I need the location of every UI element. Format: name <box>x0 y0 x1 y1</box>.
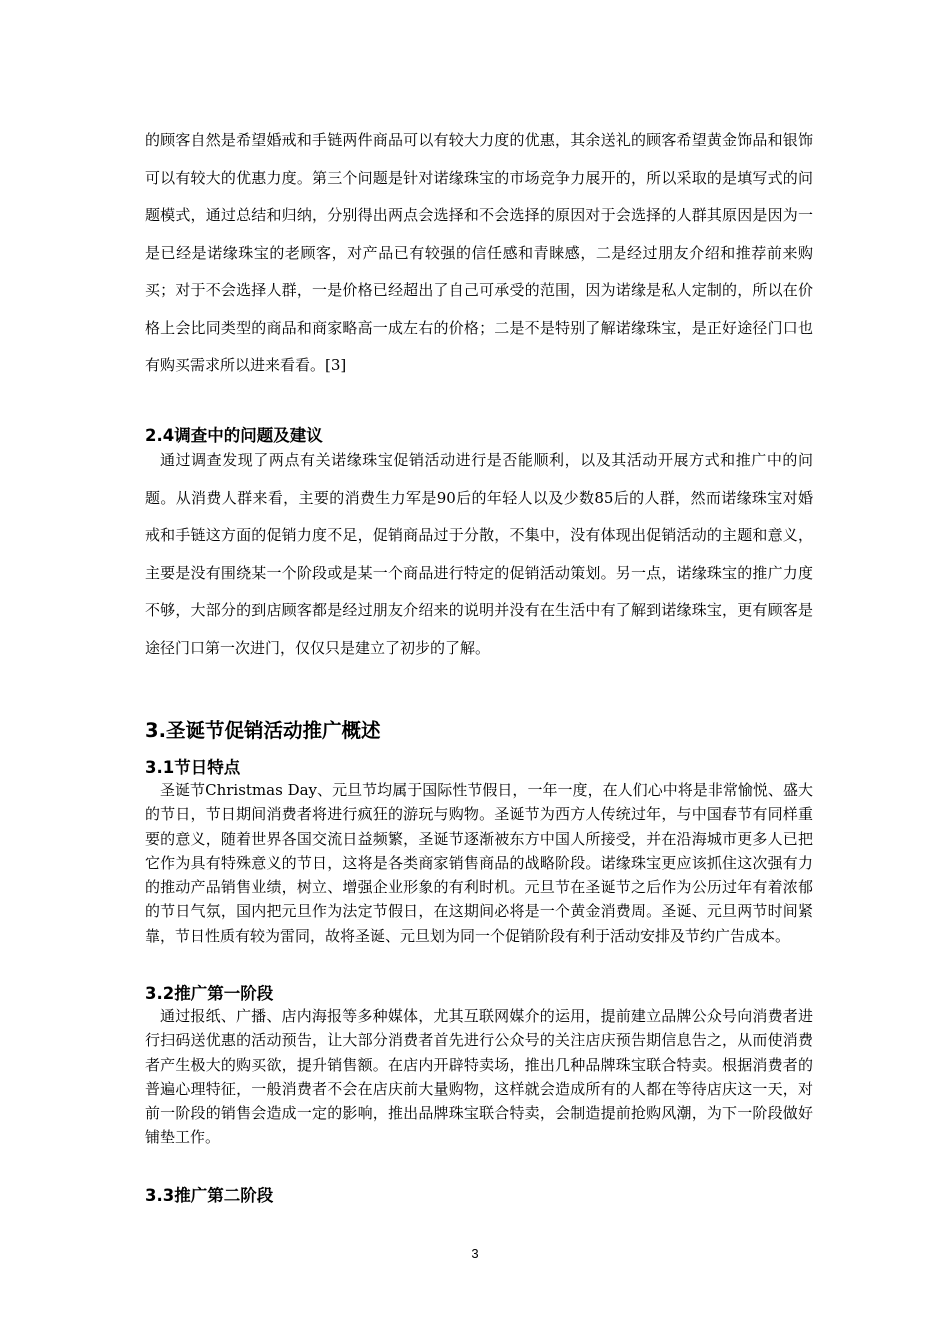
paragraph-survey-results: 的顾客自然是希望婚戒和手链两件商品可以有较大力度的优惠，其余送礼的顾客希望黄金饰品和银饰可以有较大的优惠力度。第三个问题是针对诺缘珠宝的市场竞争力展开的，所以采取的是填写式的问题模式，通过总结和归纳，分别得出两点会选择和不会选择的原因对于会选择的人群其原因是因为一是已经是诺缘珠宝的老顾客，对产品已有较强的信任感和青睐感，二是经过朋友介绍和推荐前来购买；对于不会选择人群，一是价格已经超出了自己可承受的范围，因为诺缘是私人定制的，所以在价格上会比同类型的商品和商家略高一成左右的价格；二是不是特别了解诺缘珠宝，是正好途径门口也有购买需求所以进来看看。[3] <box>145 131 813 374</box>
section-heading-3: 3.圣诞节促销活动推广概述 <box>145 719 381 742</box>
section-heading-3-3: 3.3推广第二阶段 <box>145 1186 274 1205</box>
paragraph-holiday-features: 圣诞节Christmas Day、元旦节均属于国际性节假日，一年一度，在人们心中将是非常愉悦、盛大的节日，节日期间消费者将进行疯狂的游玩与购物。圣诞节为西方人传统过年，与中国春节有同样重要的意义，随着世界各国交流日益频繁，圣诞节逐渐被东方中国人所接受，并在沿海城市更多人已把它作为具有特殊意义的节日，这将是各类商家销售商品的战略阶段。诺缘珠宝更应该抓住这次强有力的推动产品销售业绩，树立、增强企业形象的有利时机。元旦节在圣诞节之后作为公历过年有着浓郁的节日气氛，国内把元旦作为法定节假日，在这期间必将是一个黄金消费周。圣诞、元旦两节时间紧靠，节日性质有较为雷同，故将圣诞、元旦划为同一个促销阶段有利于活动安排及节约广告成本。 <box>145 781 813 945</box>
paragraph-survey-problems: 通过调查发现了两点有关诺缘珠宝促销活动进行是否能顺利，以及其活动开展方式和推广中的问题。从消费人群来看，主要的消费生力军是90后的年轻人以及少数85后的人群，然而诺缘珠宝对婚戒和手链这方面的促销力度不足，促销商品过于分散，不集中，没有体现出促销活动的主题和意义，主要是没有围绕某一个阶段或是某一个商品进行特定的促销活动策划。另一点，诺缘珠宝的推广力度不够，大部分的到店顾客都是经过朋友介绍来的说明并没有在生活中有了解到诺缘珠宝，更有顾客是途径门口第一次进门，仅仅只是建立了初步的了解。 <box>145 451 813 657</box>
section-heading-3-2: 3.2推广第一阶段 <box>145 984 274 1003</box>
section-heading-3-1: 3.1节日特点 <box>145 758 241 777</box>
paragraph-promotion-phase-one: 通过报纸、广播、店内海报等多种媒体，尤其互联网媒介的运用，提前建立品牌公众号向消费者进行扫码送优惠的活动预告，让大部分消费者首先进行公众号的关注店庆预告期信息告之，从而使消费者产生极大的购买欲，提升销售额。在店内开辟特卖场，推出几种品牌珠宝联合特卖。根据消费者的普遍心理特征，一般消费者不会在店庆前大量购物，这样就会造成所有的人都在等待店庆这一天，对前一阶段的销售会造成一定的影响，推出品牌珠宝联合特卖，会制造提前抢购风潮，为下一阶段做好铺垫工作。 <box>145 1007 813 1147</box>
section-heading-2-4: 2.4调查中的问题及建议 <box>145 426 323 445</box>
page-number: 3 <box>471 1246 479 1261</box>
